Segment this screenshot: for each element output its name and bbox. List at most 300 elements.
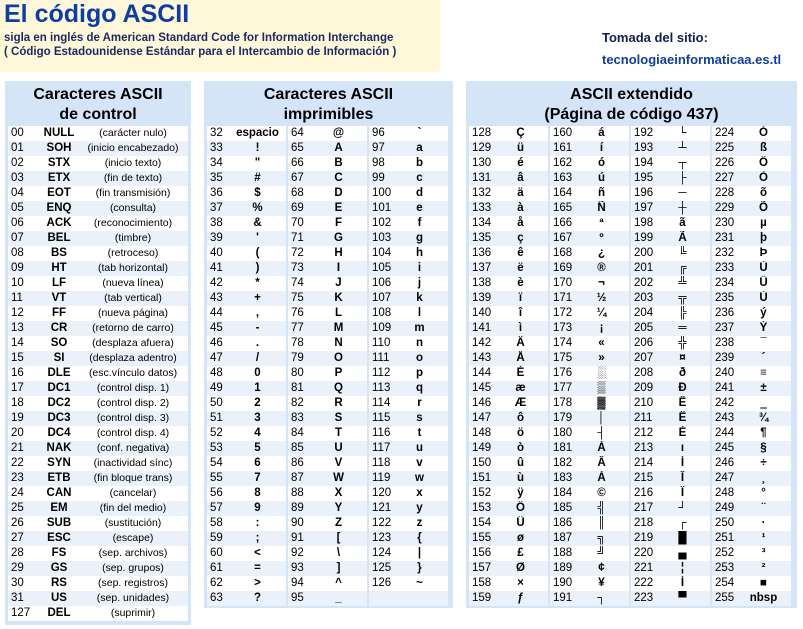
code-cell: 70: [291, 217, 304, 229]
code-cell: 147: [472, 412, 492, 424]
description-cell: (tab horizontal): [97, 262, 169, 274]
table-row: [369, 261, 448, 276]
code-cell: 195: [634, 172, 654, 184]
table-column: [207, 126, 286, 605]
table-row: [469, 126, 548, 141]
code-cell: 227: [715, 172, 735, 184]
code-cell: 08: [11, 247, 24, 259]
code-cell: 68: [291, 187, 304, 199]
code-cell: 149: [472, 442, 492, 454]
table-column: [712, 126, 791, 605]
table-row: [631, 591, 710, 606]
table-row: [207, 561, 286, 576]
code-cell: 229: [715, 202, 735, 214]
abbreviation-cell: SO: [50, 337, 68, 349]
table-row: [631, 351, 710, 366]
table-row: [631, 186, 710, 201]
code-cell: 60: [210, 547, 223, 559]
table-row: [369, 306, 448, 321]
code-cell: 206: [634, 337, 654, 349]
code-cell: 133: [472, 202, 492, 214]
character-cell: +: [254, 292, 261, 304]
table-row: [8, 171, 188, 186]
table-row: [8, 456, 188, 471]
table-row: [288, 351, 367, 366]
table-row: [469, 576, 548, 591]
abbreviation-cell: US: [51, 592, 67, 604]
code-cell: 39: [210, 232, 223, 244]
table-row: [631, 456, 710, 471]
code-cell: 20: [11, 427, 24, 439]
table-row: [631, 321, 710, 336]
character-cell: µ: [760, 217, 767, 229]
character-cell: é: [517, 157, 524, 169]
table-row: [712, 141, 791, 156]
code-cell: 112: [372, 367, 391, 379]
code-cell: 153: [472, 502, 492, 514]
table-row: [8, 306, 188, 321]
code-cell: 97: [372, 142, 385, 154]
description-cell: (escape): [112, 532, 154, 544]
character-cell: ╩: [678, 277, 687, 289]
code-cell: 254: [715, 577, 735, 589]
code-cell: 158: [472, 577, 492, 589]
code-cell: 187: [553, 532, 573, 544]
description-cell: (control disp. 2): [96, 397, 170, 409]
table-row: [8, 501, 188, 516]
table-row: [288, 561, 367, 576]
code-cell: 134: [472, 217, 492, 229]
code-cell: 138: [472, 277, 492, 289]
code-cell: 210: [634, 397, 654, 409]
character-cell: c: [416, 172, 423, 184]
code-cell: 65: [291, 142, 304, 154]
table-row: [631, 471, 710, 486]
table-row: [288, 396, 367, 411]
table-row: [8, 366, 188, 381]
abbreviation-cell: BEL: [47, 232, 71, 244]
character-cell: o: [415, 352, 424, 364]
character-cell: ¡: [599, 322, 604, 334]
character-cell: ÿ: [517, 487, 524, 499]
code-cell: 19: [11, 412, 24, 424]
character-cell: Y: [334, 502, 343, 514]
code-cell: 144: [472, 367, 492, 379]
abbreviation-cell: FS: [51, 547, 67, 559]
character-cell: ╠: [678, 307, 687, 319]
character-cell: ░: [597, 367, 606, 379]
table-row: [631, 246, 710, 261]
code-cell: 95: [291, 592, 304, 604]
table-row: [369, 426, 448, 441]
table-row: [8, 441, 188, 456]
table-row: [207, 381, 286, 396]
table-row: [288, 246, 367, 261]
code-cell: 239: [715, 352, 735, 364]
table-row: [8, 321, 188, 336]
character-cell: è: [517, 277, 524, 289]
character-cell: espacio: [236, 127, 279, 139]
description-cell: (control disp. 4): [96, 427, 170, 439]
table-row: [550, 396, 629, 411]
code-cell: 137: [472, 262, 492, 274]
character-cell: ≡: [760, 367, 767, 379]
table-row: [207, 546, 286, 561]
table-row: [369, 171, 448, 186]
abbreviation-cell: NAK: [46, 442, 72, 454]
code-cell: 156: [472, 547, 492, 559]
description-cell: (fin del medio): [99, 502, 167, 514]
character-cell: ┬: [678, 157, 687, 169]
character-cell: ,: [255, 307, 260, 319]
table-row: [631, 396, 710, 411]
character-cell: T: [334, 427, 343, 439]
code-cell: 15: [11, 352, 24, 364]
character-cell: s: [416, 412, 423, 424]
code-cell: 136: [472, 247, 492, 259]
character-cell: ƒ: [517, 592, 524, 604]
code-cell: 143: [472, 352, 492, 364]
code-cell: 80: [291, 367, 304, 379]
character-cell: q: [415, 382, 424, 394]
character-cell: ├: [678, 172, 687, 184]
table-row: [631, 426, 710, 441]
code-cell: 253: [715, 562, 735, 574]
table-row: [550, 516, 629, 531]
character-cell: S: [334, 412, 343, 424]
character-cell: k: [416, 292, 423, 304]
code-cell: 56: [210, 487, 223, 499]
table-row: [631, 156, 710, 171]
character-cell: 2: [254, 397, 261, 409]
character-cell: ¼: [596, 307, 607, 319]
character-cell: ú: [597, 172, 606, 184]
character-cell: Â: [597, 457, 606, 469]
character-cell: ?: [253, 592, 262, 604]
abbreviation-cell: EM: [50, 502, 68, 514]
character-cell: &: [253, 217, 262, 229]
code-cell: 205: [634, 322, 654, 334]
character-cell: ╚: [678, 247, 687, 259]
character-cell: n: [415, 337, 424, 349]
character-cell: à: [517, 202, 524, 214]
table-row: [288, 156, 367, 171]
code-cell: 152: [472, 487, 492, 499]
abbreviation-cell: NULL: [43, 127, 75, 139]
table-row: [550, 171, 629, 186]
code-cell: 45: [210, 322, 223, 334]
character-cell: h: [415, 247, 424, 259]
table-row: [712, 231, 791, 246]
code-cell: 251: [715, 532, 735, 544]
code-cell: 78: [291, 337, 304, 349]
abbreviation-cell: ACK: [46, 217, 72, 229]
description-cell: (conf. negativa): [96, 442, 170, 454]
code-cell: 69: [291, 202, 304, 214]
code-cell: 76: [291, 307, 304, 319]
character-cell: ¯: [760, 337, 767, 349]
character-cell: ╬: [678, 337, 687, 349]
character-cell: ı: [680, 442, 685, 454]
table-row: [207, 471, 286, 486]
code-cell: 110: [372, 337, 391, 349]
character-cell: ': [256, 232, 259, 244]
code-cell: 191: [553, 592, 573, 604]
code-cell: 26: [11, 517, 24, 529]
character-cell: K: [334, 292, 343, 304]
table-row: [369, 141, 448, 156]
character-cell: À: [597, 472, 606, 484]
table-row: [550, 531, 629, 546]
table-row: [369, 546, 448, 561]
code-cell: 245: [715, 442, 735, 454]
code-cell: 222: [634, 577, 654, 589]
table-row: [288, 411, 367, 426]
code-cell: 100: [372, 187, 392, 199]
character-cell: ): [255, 262, 260, 274]
code-cell: 188: [553, 547, 573, 559]
character-cell: ¤: [679, 352, 686, 364]
table-row: [288, 381, 367, 396]
table-row: [550, 546, 629, 561]
code-cell: 182: [553, 457, 573, 469]
table-row: [469, 276, 548, 291]
table-row: [631, 441, 710, 456]
table-row: [469, 591, 548, 606]
table-row: [369, 126, 448, 141]
table-row: [207, 126, 286, 141]
code-cell: 193: [634, 142, 654, 154]
character-cell: ▄: [678, 547, 687, 559]
code-cell: 18: [11, 397, 24, 409]
character-cell: █: [678, 532, 687, 544]
table-row: [712, 336, 791, 351]
character-cell: ò: [516, 442, 525, 454]
character-cell: b: [415, 157, 424, 169]
table-row: [288, 171, 367, 186]
code-cell: 32: [210, 127, 223, 139]
table-row: [207, 366, 286, 381]
code-cell: 120: [372, 487, 392, 499]
table-row: [712, 201, 791, 216]
table-row: [550, 276, 629, 291]
code-cell: 140: [472, 307, 492, 319]
character-cell: }: [417, 562, 422, 574]
code-cell: 148: [472, 427, 492, 439]
character-cell: ¸: [761, 472, 766, 484]
table-row: [469, 486, 548, 501]
code-cell: 14: [11, 337, 24, 349]
code-cell: 250: [715, 517, 735, 529]
code-cell: 170: [553, 277, 573, 289]
code-cell: 28: [11, 547, 24, 559]
description-cell: (reconocimiento): [93, 217, 173, 229]
character-cell: æ: [515, 382, 526, 394]
code-cell: 40: [210, 247, 223, 259]
code-cell: 63: [210, 592, 223, 604]
source-url-link[interactable]: tecnologiaeinformaticaa.es.tl: [602, 52, 782, 67]
code-cell: 135: [472, 232, 492, 244]
printable-title-line-2: imprimibles: [283, 106, 374, 123]
abbreviation-cell: SI: [53, 352, 65, 364]
code-cell: 190: [553, 577, 573, 589]
control-title-line-1: Caracteres ASCII: [33, 86, 163, 103]
table-row: [712, 171, 791, 186]
character-cell: ù: [516, 472, 525, 484]
table-row: [469, 516, 548, 531]
code-cell: 168: [553, 247, 573, 259]
table-row: [288, 336, 367, 351]
table-row: [631, 336, 710, 351]
character-cell: Ù: [759, 292, 768, 304]
printable-title-line-1: Caracteres ASCII: [263, 86, 394, 103]
character-cell: ~: [416, 577, 423, 589]
table-row: [550, 201, 629, 216]
table-row: [288, 321, 367, 336]
table-row: [8, 471, 188, 486]
table-row: [712, 546, 791, 561]
table-row: [550, 216, 629, 231]
table-row: [550, 246, 629, 261]
table-row: [288, 456, 367, 471]
code-cell: 236: [715, 307, 735, 319]
code-cell: 192: [634, 127, 654, 139]
character-cell: r: [417, 397, 422, 409]
character-cell: U: [334, 442, 343, 454]
table-row: [631, 531, 710, 546]
character-cell: ê: [517, 247, 524, 259]
table-row: [369, 186, 448, 201]
character-cell: Ú: [759, 262, 768, 274]
table-row: [469, 201, 548, 216]
code-cell: 55: [210, 472, 223, 484]
table-row: [369, 336, 448, 351]
code-cell: 180: [553, 427, 573, 439]
code-cell: 105: [372, 262, 392, 274]
character-cell: ╦: [678, 292, 687, 304]
character-cell: ¾: [758, 412, 769, 424]
code-cell: 46: [210, 337, 223, 349]
character-cell: Î: [680, 472, 685, 484]
character-cell: a: [416, 142, 423, 154]
code-cell: 06: [11, 217, 24, 229]
table-row: [8, 576, 188, 591]
character-cell: *: [255, 277, 260, 289]
abbreviation-cell: CR: [50, 322, 68, 334]
table-row: [550, 471, 629, 486]
code-cell: 224: [715, 127, 735, 139]
code-cell: 05: [11, 202, 24, 214]
character-cell: @: [332, 127, 345, 139]
code-cell: 197: [634, 202, 654, 214]
character-cell: ╗: [597, 532, 606, 544]
table-row: [207, 141, 286, 156]
code-cell: 172: [553, 307, 573, 319]
character-cell: -: [255, 322, 260, 334]
code-cell: 234: [715, 277, 735, 289]
description-cell: (desplaza afuera): [92, 337, 174, 349]
table-row: [550, 186, 629, 201]
table-row: [469, 501, 548, 516]
subtitle-english: sigla en inglés de American Standard Code for Information Interchange: [4, 32, 394, 44]
table-row: [288, 141, 367, 156]
code-cell: 228: [715, 187, 735, 199]
table-row: [469, 531, 548, 546]
character-cell: [: [336, 532, 341, 544]
code-cell: 244: [715, 427, 735, 439]
abbreviation-cell: SOH: [46, 142, 72, 154]
character-cell: └: [678, 127, 687, 139]
code-cell: 102: [372, 217, 392, 229]
table-row: [712, 441, 791, 456]
character-cell: j: [417, 277, 422, 289]
character-cell: ]: [336, 562, 341, 574]
code-cell: 93: [291, 562, 304, 574]
character-cell: ": [254, 157, 261, 169]
code-cell: 96: [372, 127, 385, 139]
code-cell: 174: [553, 337, 573, 349]
code-cell: 52: [210, 427, 223, 439]
table-row: [631, 306, 710, 321]
character-cell: E: [334, 202, 343, 214]
table-row: [631, 126, 710, 141]
subtitle-spanish: ( Código Estadounidense Estándar para el Intercambio de Información ): [4, 46, 397, 58]
table-row: [712, 291, 791, 306]
character-cell: ÷: [760, 457, 767, 469]
description-cell: (carácter nulo): [99, 127, 167, 139]
description-cell: (control disp. 1): [96, 382, 170, 394]
table-row: [369, 231, 448, 246]
abbreviation-cell: RS: [51, 577, 67, 589]
table-row: [469, 261, 548, 276]
code-cell: 33: [210, 142, 223, 154]
table-row: [207, 501, 286, 516]
abbreviation-cell: DC1: [47, 382, 71, 394]
table-row: [712, 471, 791, 486]
code-cell: 84: [291, 427, 304, 439]
extended-panel-title: [466, 81, 797, 125]
code-cell: 159: [472, 592, 492, 604]
character-cell: \: [336, 547, 341, 559]
character-cell: Ç: [516, 127, 525, 139]
character-cell: þ: [759, 232, 768, 244]
character-cell: <: [254, 547, 261, 559]
character-cell: e: [416, 202, 423, 214]
code-cell: 24: [11, 487, 24, 499]
character-cell: ┐: [597, 592, 606, 604]
code-cell: 216: [634, 487, 654, 499]
table-row: [207, 591, 286, 606]
table-row: [8, 336, 188, 351]
code-cell: 181: [553, 442, 573, 454]
table-row: [550, 561, 629, 576]
character-cell: Æ: [514, 397, 527, 409]
code-cell: 157: [472, 562, 492, 574]
character-cell: Á: [597, 442, 606, 454]
code-cell: 246: [715, 457, 735, 469]
character-cell: ç: [517, 232, 524, 244]
code-cell: 243: [715, 412, 735, 424]
table-row: [712, 156, 791, 171]
table-row: [550, 321, 629, 336]
character-cell: ý: [760, 307, 767, 319]
code-cell: 92: [291, 547, 304, 559]
code-cell: 38: [210, 217, 223, 229]
code-cell: 48: [210, 367, 223, 379]
character-cell: %: [252, 202, 263, 214]
code-cell: 37: [210, 202, 223, 214]
abbreviation-cell: HT: [51, 262, 67, 274]
